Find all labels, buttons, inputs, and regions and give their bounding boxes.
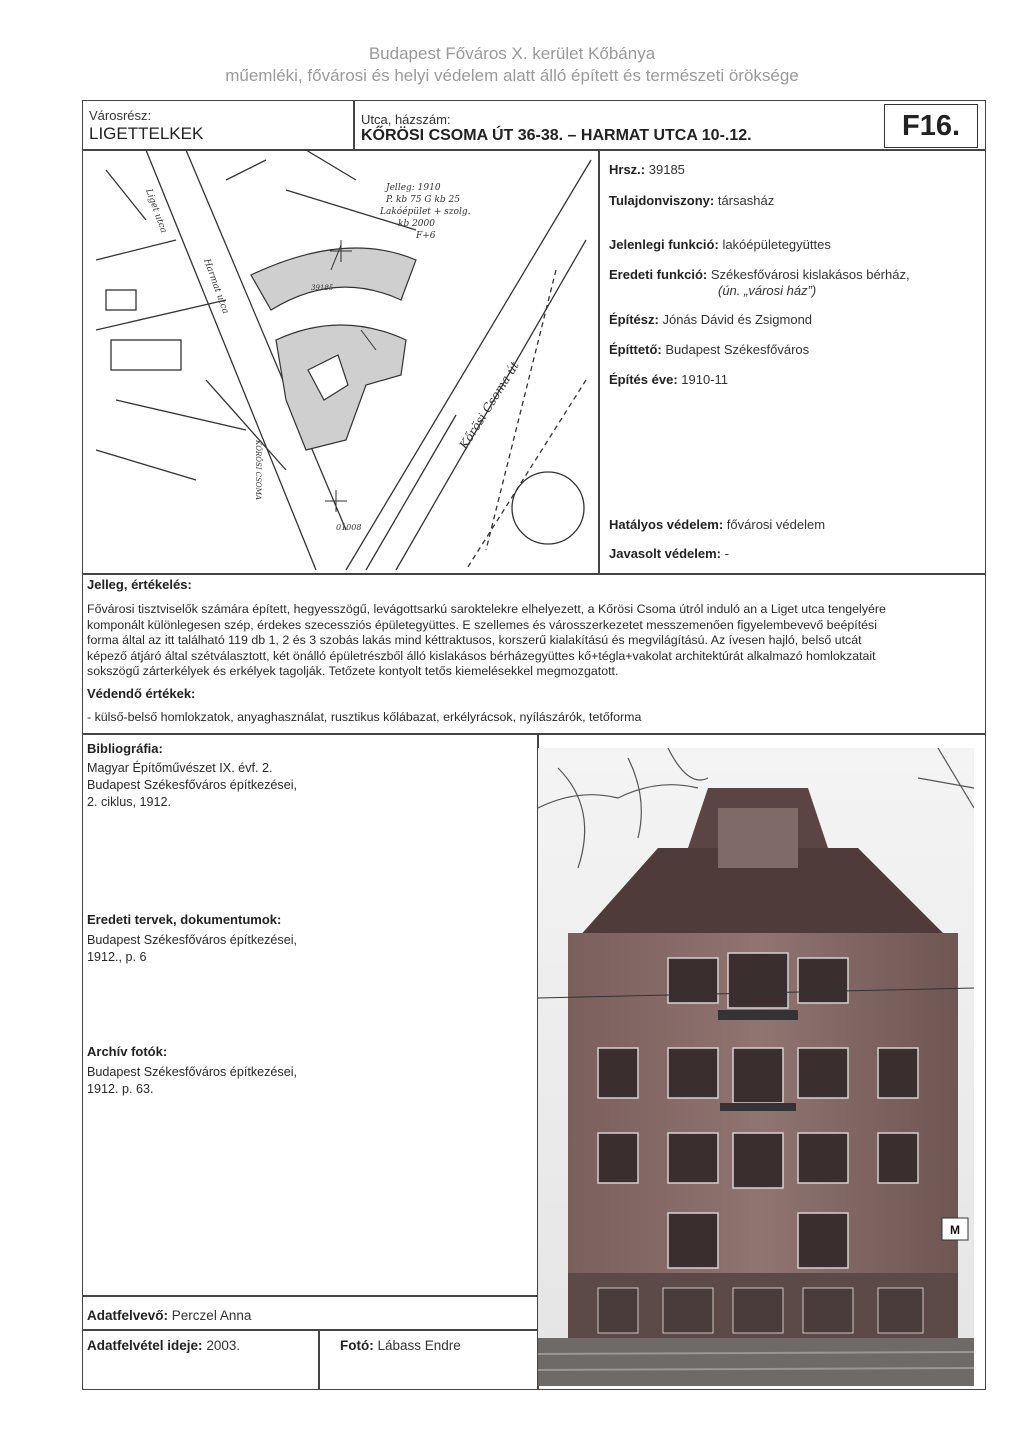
archive-photos-text	[87, 1064, 327, 1098]
district-label: Városrész:	[89, 108, 152, 123]
bibliography-line-3: 2. ciklus, 1912.	[87, 795, 172, 809]
field-builder: Építtető: Budapest Székesfőváros	[609, 342, 810, 357]
recorder: Adatfelvevő: Perczel Anna	[87, 1308, 252, 1323]
map-parcel: 39185	[311, 284, 334, 292]
character-line-5: sokszögű zárterkélyek és erkélyek tagolják. Tetőzete kontyolt tetős kiemelésekkel megmozgatott.	[87, 664, 619, 678]
map-street-3: Liget utca	[143, 187, 169, 235]
divider-district	[353, 100, 355, 150]
header-line-2: műemléki, fővárosi és helyi védelem alatt álló épített és természeti öröksége	[225, 66, 799, 85]
field-ownership: Tulajdonviszony: társasház	[609, 193, 775, 208]
bibliography-text	[87, 760, 327, 811]
bibliography-line-1: Magyar Építőművészet IX. évf. 2.	[87, 761, 273, 775]
bibliography-title: Bibliográfia:	[87, 741, 163, 756]
original-plans-line-2: 1912., p. 6	[87, 950, 147, 964]
original-plans-text	[87, 932, 327, 966]
values-text: - külső-belső homlokzatok, anyaghasználat, rusztikus kőlábazat, erkélyrácsok, nyílászárók, tetőforma	[87, 710, 642, 724]
original-plans-line-1: Budapest Székesfőváros építkezései,	[87, 933, 298, 947]
map-annotation-3: Lakóépület + szolg.	[380, 207, 471, 217]
field-architect: Építész: Jónás Dávid és Zsigmond	[609, 312, 813, 327]
character-title: Jelleg, értékelés:	[87, 577, 192, 592]
field-original-function: Eredeti funkció: Székesfővárosi kislakásos bérház,	[609, 267, 910, 282]
field-year: Építés éve: 1910-11	[609, 372, 729, 387]
bibliography-line-2: Budapest Székesfőváros építkezései,	[87, 778, 298, 792]
rule-recorder	[82, 1295, 538, 1297]
address-value: KŐRÖSI CSOMA ÚT 36-38. – HARMAT UTCA 10-.12.	[361, 127, 752, 144]
field-original-function-2: (ún. „városi ház”)	[718, 283, 817, 298]
field-hrsz: Hrsz.: 39185	[609, 162, 685, 177]
map-annotation-2: P. kb 75 G kb 25	[386, 195, 460, 205]
photo-sign: M	[950, 1223, 960, 1237]
divider-map	[598, 150, 600, 574]
map-stamp: KŐRÖSI CSOMA	[254, 440, 262, 500]
map-street-1: Kőrösi Csoma út	[456, 358, 522, 452]
address-label: Utca, házszám:	[361, 112, 451, 127]
sheet-code: F16.	[884, 104, 978, 148]
map-parcel-2: 01008	[336, 523, 362, 532]
record-date: Adatfelvétel ideje: 2003.	[87, 1338, 241, 1353]
archive-photos-title: Archív fotók:	[87, 1044, 168, 1059]
map-annotation-5: F+6	[416, 231, 436, 241]
character-line-1: Fővárosi tisztviselők számára épített, hegyesszögű, levágottsarkú saroktelekre elhelyezett, a Kőrösi Csoma útról induló an a Liget utca tengelyére	[87, 602, 886, 616]
values-title: Védendő értékek:	[87, 686, 196, 701]
character-line-2: komponált különlegesen szép, érdekes szecessziós épületegyüttes. E szellemes és városszerkezetet messzemenően figyelembevevő beépítési	[87, 617, 877, 632]
rule-date	[82, 1329, 538, 1331]
archive-photos-line-1: Budapest Székesfőváros építkezései,	[87, 1065, 298, 1079]
building-photo	[538, 748, 974, 1386]
field-current-function: Jelenlegi funkció: lakóépületegyüttes	[609, 237, 831, 252]
site-map	[86, 150, 598, 574]
map-annotation-1: Jelleg: 1910	[386, 183, 441, 193]
character-text	[87, 602, 977, 680]
character-line-4: képező átjáró által szétválasztott, két önálló épületrészből álló kislakásos bérházegyüttes kő+tégla+vakolat architektúrát alkalmazó homlokzatait	[87, 648, 876, 663]
map-annotation-4: kb 2000	[398, 219, 435, 229]
divider-date	[318, 1329, 320, 1390]
district-value: LIGETTELKEK	[89, 124, 204, 143]
character-line-3: forma által az itt található 119 db 1, 2 és 3 szobás lakás mind kéttraktusos, korszerű kialakítású és megvilágítású. Az ívesen hajló, belső utcát	[87, 633, 862, 647]
rule-under-text	[82, 733, 986, 735]
archive-photos-line-2: 1912. p. 63.	[87, 1082, 154, 1096]
map-street-2: Harmat utca	[201, 257, 231, 316]
field-valid-protection: Hatályos védelem: fővárosi védelem	[609, 517, 826, 532]
original-plans-title: Eredeti tervek, dokumentumok:	[87, 912, 282, 927]
header-line-1: Budapest Főváros X. kerület Kőbánya	[368, 44, 656, 63]
field-proposed-protection: Javasolt védelem: -	[609, 546, 729, 561]
photo-credit: Fotó: Lábass Endre	[340, 1338, 461, 1353]
